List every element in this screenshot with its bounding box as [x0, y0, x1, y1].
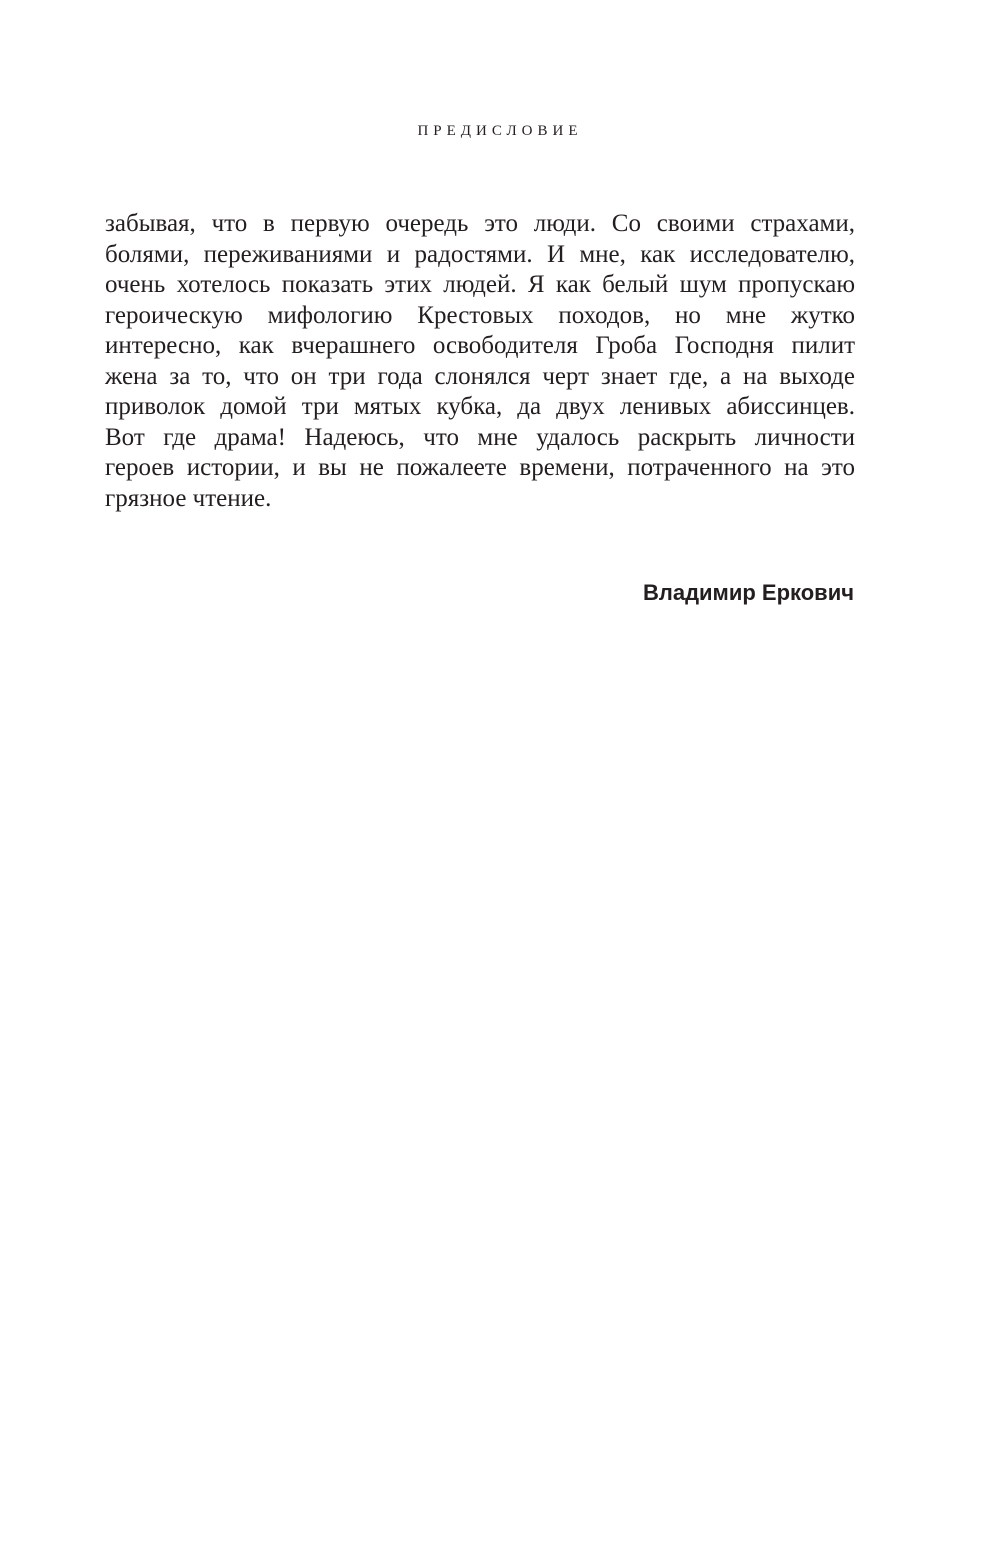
text-line: Вот где драма! Надеюсь, что мне удалось раскрыть личности — [105, 423, 855, 451]
text-line: героев истории, и вы не пожалеете времени, потраченного на это — [105, 454, 855, 481]
text-line: героическую мифологию Крестовых походов, но мне жутко — [105, 301, 855, 329]
text-line: интересно, как вчерашнего освободителя Гроба Господня пилит — [105, 332, 855, 359]
body-paragraph — [105, 209, 855, 514]
text-line: приволок домой три мятых кубка, да двух ленивых абиссинцев. — [105, 393, 855, 420]
text-line: жена за то, что он три года слонялся черт знает где, а на выходе — [105, 362, 855, 390]
text-line: грязное чтение. — [105, 484, 272, 512]
running-header: ПРЕДИСЛОВИЕ — [417, 123, 583, 139]
text-line: забывая, что в первую очередь это люди. Со своими страхами, — [105, 210, 855, 237]
author-signature: Владимир Еркович — [642, 580, 854, 605]
text-line: болями, переживаниями и радостями. И мне, как исследователю, — [105, 240, 855, 268]
text-line: очень хотелось показать этих людей. Я как белый шум пропускаю — [105, 271, 855, 298]
